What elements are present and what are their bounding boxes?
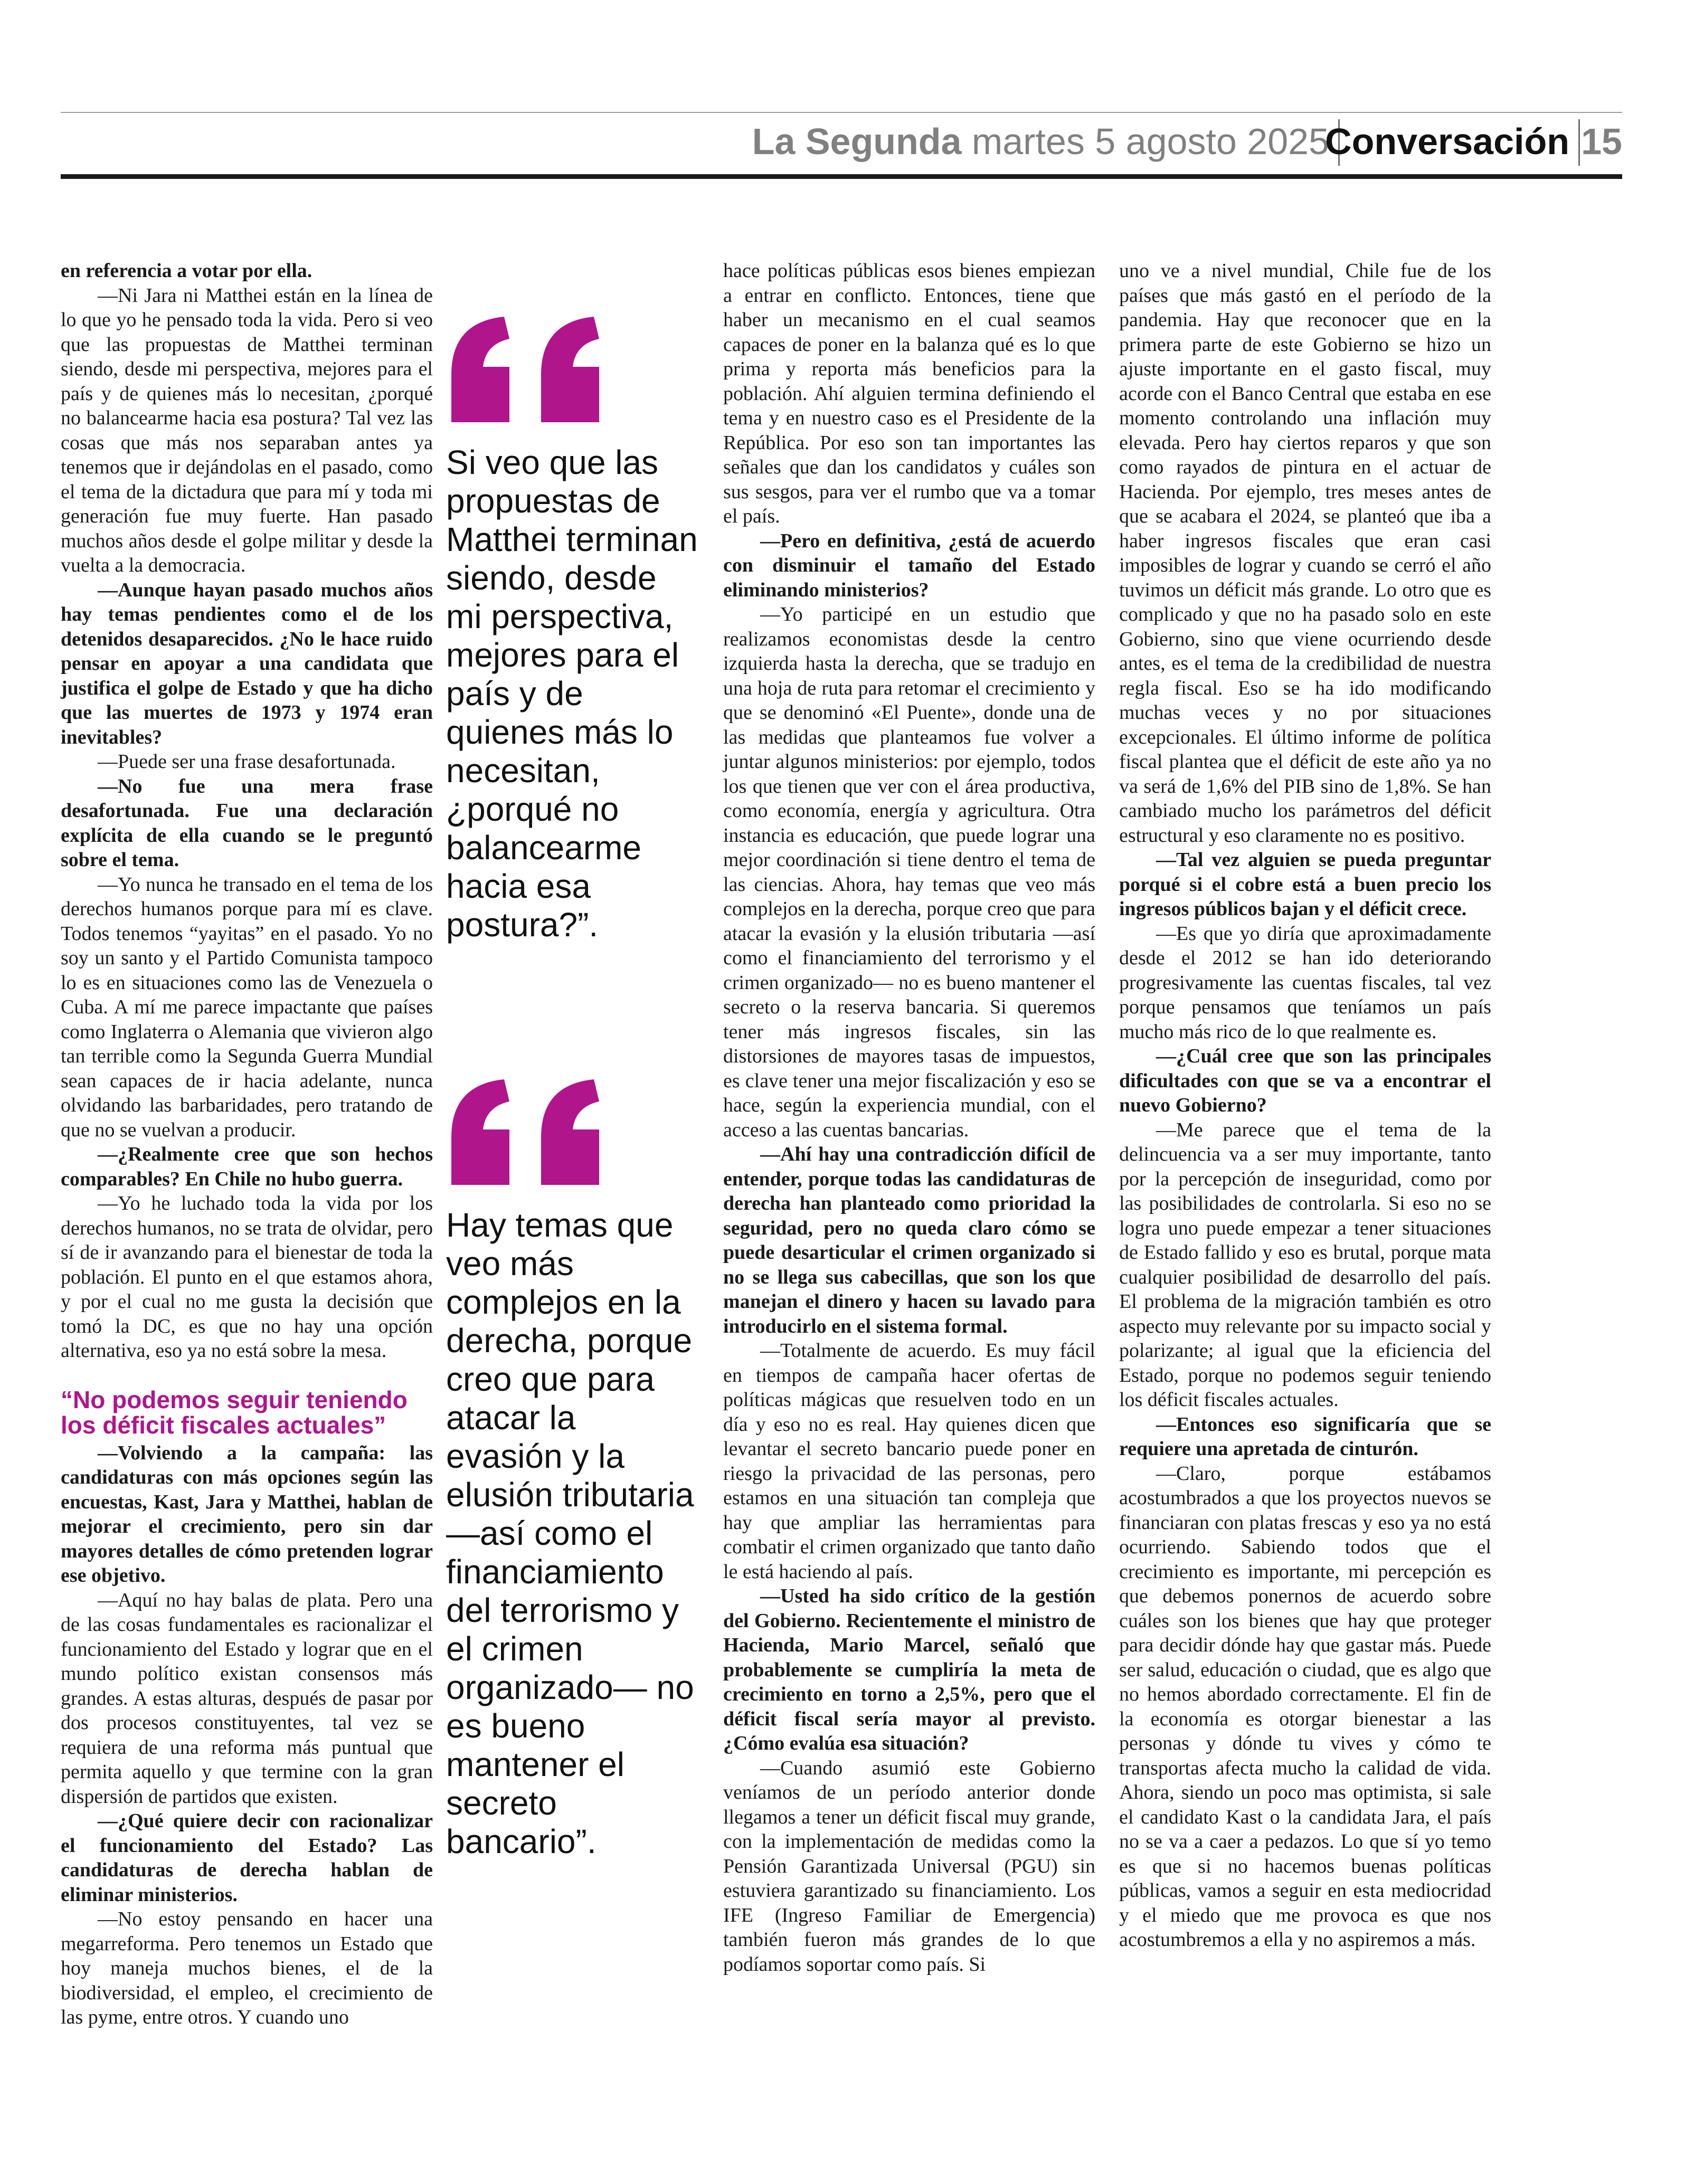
interview-question: —Entonces eso significaría que se requiere una apretada de cinturón. (1119, 1413, 1491, 1460)
page-header (61, 117, 1622, 179)
interview-question: en referencia a votar por ella. (61, 260, 313, 282)
article-paragraph: —Es que yo diría que aproximadamente desde el 2012 se han ido deteriorando progresivamente las cuentas fiscales, tal vez porque pensamos que teníamos un país mucho más rico de lo que realmente es. (1119, 922, 1491, 1043)
newspaper-name: La Segunda (752, 121, 962, 162)
article-paragraph: —Yo he luchado toda la vida por los derechos humanos, no se trata de olvidar, pero sí de ir avanzando para el bienestar de toda la población. El punto en el que estamos ahora, y por el cual no me gusta la decisión que tomó la DC, es que no hay una opción alternativa, eso ya no está sobre la mesa. (61, 1192, 433, 1362)
interview-question: —Tal vez alguien se pueda preguntar porqué si el cobre está a buen precio los ingresos públicos bajan y el déficit crece. (1119, 849, 1491, 920)
header-rule (61, 174, 1622, 179)
page-number: 15 (1581, 121, 1622, 162)
interview-question: —No fue una mera frase desafortunada. Fue una declaración explícita de ella cuando se le preguntó sobre el tema. (61, 775, 433, 871)
interview-question: —Usted ha sido crítico de la gestión del Gobierno. Recientemente el ministro de Hacienda, Mario Marcel, señaló que probablemente se cumpliría la meta de crecimiento en torno a 2,5%, pero que el déficit fiscal sería mayor al previsto. ¿Cómo evalúa esa situación? (723, 1585, 1095, 1754)
interview-question: —¿Realmente cree que son hechos comparables? En Chile no hubo guerra. (61, 1143, 433, 1190)
article-paragraph: —Claro, porque estábamos acostumbrados a que los proyectos nuevos se financiaran con platas frescas y eso ya no está ocurriendo. Sabiendo todos que el crecimiento es importante, mi percepción es que debemos ponernos de acuerdo sobre cuáles son los bienes que hay que proteger para decidir dónde hay que gastar más. Puede ser salud, educación o ciudad, que es algo que no hemos abordado correctamente. El fin de la economía es otorgar bienestar a las personas y dónde tu vives y cómo te transportas afecta mucho la calidad de vida. Ahora, siendo un poco mas optimista, si sale el candidato Kast o la candidata Jara, el país no se va a caer a pedazos. Lo que sí yo temo es que si no hacemos buenas políticas públicas, vamos a seguir en esta mediocridad y el miedo que me provoca es que nos acostumbremos a ella y no aspiremos a más. (1119, 1462, 1491, 1951)
pull-quote-text: Hay temas que veo más complejos en la derecha, porque creo que para atacar la evasión y la elusión tributaria —así como el financiamiento del terrorismo y el crimen organizado— no es bueno mantener el secreto bancario”. (446, 1206, 694, 1860)
interview-question: —Aunque hayan pasado muchos años hay temas pendientes como el de los detenidos desaparecidos. ¿No le hace ruido pensar en apoyar a una candidata que justifica el golpe de Estado y que ha dicho que las muertes de 1973 y 1974 eran inevitables? (61, 578, 433, 748)
masthead (752, 117, 1329, 166)
article-column-1 (61, 259, 433, 2030)
article-paragraph: —Cuando asumió este Gobierno veníamos de un período anterior donde llegamos a tener un déficit fiscal muy grande, con la implementación de medidas como la Pensión Garantizada Universal (PGU) sin estuviera garantizado su financiamiento. Los IFE (Ingreso Familiar de Emergencia) también fueron más grandes de lo que podíamos soportar como país. Si (723, 1756, 1095, 1976)
quote-mark-icon (446, 317, 615, 422)
interview-question: —¿Cuál cree que son las principales dificultades con que se va a encontrar el nuevo Gobierno? (1119, 1045, 1491, 1116)
article-paragraph: —Puede ser una frase desafortunada. (98, 751, 396, 773)
column-1-top (61, 259, 433, 1363)
article-column-3 (723, 259, 1095, 1977)
article-paragraph: —Aquí no hay balas de plata. Pero una de las cosas fundamentales es racionalizar el funcionamiento del Estado y lograr que en el mundo político existan consensos más grandes. A estas alturas, después de pasar por dos procesos constituyentes, tal vez se requiera de una reforma más puntual que permita aquello y que termine con la gran dispersión de partidos que existen. (61, 1589, 433, 1808)
article-column-4 (1119, 259, 1491, 1952)
pull-quote-2 (446, 1079, 699, 1861)
issue-date: martes 5 agosto 2025 (971, 121, 1329, 162)
article-paragraph: hace políticas públicas esos bienes empiezan a entrar en conflicto. Entonces, tiene que haber un mecanismo en el cual seamos capaces de poner en la balanza qué es lo que prima y reporta más beneficios para la población. Ahí alguien termina definiendo el tema y en nuestro caso es el Presidente de la República. Por eso son tan importantes las señales que dan los candidatos y cuáles son sus sesgos, para ver el rumbo que va a tomar el país. (723, 260, 1095, 527)
article-paragraph: —Ni Jara ni Matthei están en la línea de lo que yo he pensado toda la vida. Pero si veo que las propuestas de Matthei terminan siendo, desde mi perspectiva, mejores para el país y de quienes más lo necesitan, ¿porqué no balancearme hacia esa postura? Tal vez las cosas que más nos separaban antes ya tenemos que ir dejándolas en el pasado, como el tema de la dictadura que para mí y toda mi generación fue muy fuerte. Han pasado muchos años desde el golpe militar y desde la vuelta a la democracia. (61, 284, 433, 576)
interview-question: —Pero en definitiva, ¿está de acuerdo con disminuir el tamaño del Estado eliminando ministerios? (723, 529, 1095, 601)
pull-quote-1 (446, 317, 699, 944)
article-paragraph: —Me parece que el tema de la delincuencia va a ser muy importante, tanto por la percepción de inseguridad, como por las posibilidades de controlarla. Si eso no se logra uno puede empezar a tener situaciones de Estado fallido y eso es brutal, porque mata cualquier posibilidad de desarrollo del país. El problema de la migración también es otro aspecto muy relevante por su impacto social y polarizante; al igual que la eficiencia del Estado, porque no podemos seguir teniendo los déficit fiscales actuales. (1119, 1118, 1491, 1411)
column-1-bottom (61, 1441, 433, 2030)
interview-question: —Volviendo a la campaña: las candidaturas con más opciones según las encuestas, Kast, Jara y Matthei, hablan de mejorar el crecimiento, pero sin dar mayores detalles de cómo pretenden lograr ese objetivo. (61, 1441, 433, 1587)
article-paragraph: —Totalmente de acuerdo. Es muy fácil en tiempos de campaña hacer ofertas de políticas mágicas que resuelven todo en un día y eso no es real. Hay quienes dicen que levantar el secreto bancario puede poner en riesgo la privacidad de las personas, pero estamos en una situación tan compleja que hay que ampliar las herramientas para combatir el crimen organizado que tanto daño le está haciendo al país. (723, 1340, 1095, 1583)
article-paragraph: uno ve a nivel mundial, Chile fue de los países que más gastó en el período de la pandemia. Hay que reconocer que en la primera parte de este Gobierno se hizo un ajuste importante en el gasto fiscal, muy acorde con el Banco Central que estaba en ese momento controlando una inflación muy elevada. Pero hay ciertos reparos y que son como rayados de pintura en el actuar de Hacienda. Por ejemplo, tres meses antes de que se acabara el 2024, se planteó que iba a haber ingresos fiscales que eran casi imposibles de lograr y cuando se cerró el año tuvimos un déficit más grande. Lo otro que es complicado y que no ha pasado solo en este Gobierno, sino que viene ocurriendo desde antes, es el tema de la credibilidad de nuestra regla fiscal. Eso se ha ido modificando muchas veces y no por situaciones excepcionales. El último informe de política fiscal plantea que el déficit de este año ya no va será de 1,6% del PIB sino de 1,8%. Se han cambiado mucho los parámetros del déficit estructural y eso claramente no es positivo. (1119, 260, 1491, 847)
article-paragraph: —No estoy pensando en hacer una megarreforma. Pero tenemos un Estado que hoy maneja muchos bienes, el de la biodiversidad, el empleo, el crecimiento de las pyme, entre otros. Y cuando uno (61, 1908, 433, 2028)
pull-quote-text: Si veo que las propuestas de Matthei terminan siendo, desde mi perspectiva, mejores para el país y de quienes más lo necesitan, ¿porqué no balancearme hacia esa postura?”. (446, 443, 698, 944)
interview-question: —Ahí hay una contradicción difícil de entender, porque todas las candidaturas de derecha han planteado como prioridad la seguridad, pero no queda claro cómo se puede desarticular el crimen organizado si no se llega sus cabecillas, que son los que manejan el dinero y hacen su lavado para introducirlo en el sistema formal. (723, 1143, 1095, 1337)
top-rule (61, 112, 1622, 113)
interview-question: —¿Qué quiere decir con racionalizar el funcionamiento del Estado? Las candidaturas de derecha hablan de eliminar ministerios. (61, 1810, 433, 1906)
quote-mark-icon (446, 1079, 615, 1185)
header-divider (1578, 119, 1580, 166)
article-paragraph: —Yo nunca he transado en el tema de los derechos humanos porque para mí es clave. Todos tenemos “yayitas” en el pasado. Yo no soy un santo y el Partido Comunista tampoco lo es en situaciones como las de Venezuela o Cuba. A mí me parece impactante que países como Inglaterra o Alemania que vivieron algo tan terrible como la Segunda Guerra Mundial sean capaces de ir hacia adelante, nunca olvidando las barbaridades, pero tratando de que no se vuelvan a producir. (61, 873, 433, 1141)
article-paragraph: —Yo participé en un estudio que realizamos economistas desde la centro izquierda hasta la derecha, que se tradujo en una hoja de ruta para retomar el crecimiento y que se denominó «El Puente», donde una de las medidas que planteamos fue volver a juntar algunos ministerios: por ejemplo, todos los que tienen que ver con el área productiva, como economía, energía y agricultura. Otra instancia es educación, que puede lograr una mejor coordinación si tiene dentro el tema de las ciencias. Ahora, hay temas que veo más complejos en la derecha, porque creo que para atacar la evasión y la elusión tributaria —así como el financiamiento del terrorismo y el crimen organizado— no es bueno mantener el secreto o la reserva bancaria. Si queremos tener más ingresos fiscales, sin las distorsiones de mayores tasas de impuestos, es clave tener una mejor fiscalización y eso se hace, según la experiencia mundial, con el acceso a las cuentas bancarias. (723, 603, 1095, 1141)
section-name: Conversación (1325, 121, 1569, 162)
subheading: “No podemos seguir teniendo los déficit fiscales actuales” (61, 1385, 408, 1439)
